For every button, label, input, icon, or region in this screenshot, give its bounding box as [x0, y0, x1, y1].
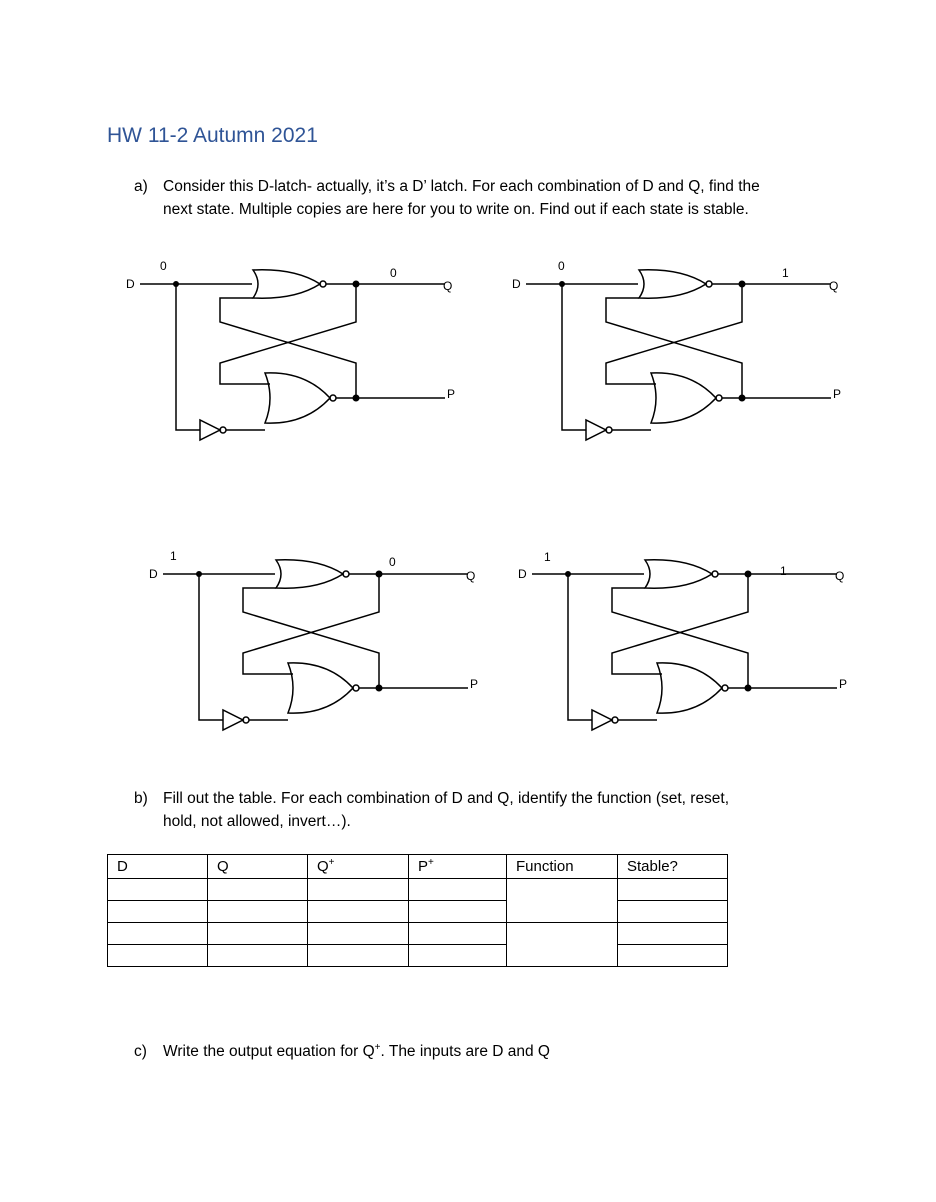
- table-row: [108, 945, 728, 967]
- table-cell[interactable]: [308, 923, 409, 945]
- question-c-text-post: . The inputs are D and Q: [380, 1043, 550, 1060]
- latch-circuit-4: [492, 528, 848, 728]
- table-cell-function[interactable]: [507, 879, 618, 923]
- question-a-line1: Consider this D-latch- actually, it’s a D’ latch. For each combination of D and Q, find the: [163, 178, 760, 195]
- p-label: P: [447, 387, 456, 401]
- header-q-next: Q+: [308, 855, 409, 879]
- table-cell[interactable]: [308, 901, 409, 923]
- q-value: 0: [389, 555, 396, 569]
- junction-dot: [353, 395, 360, 402]
- latch-circuit-3: [123, 528, 479, 728]
- question-a-line2: next state. Multiple copies are here for you to write on. Find out if each state is stable.: [163, 201, 749, 218]
- q-value: 1: [780, 564, 787, 578]
- latch-circuit-2: [486, 238, 842, 438]
- table-cell[interactable]: [308, 879, 409, 901]
- latch-circuit-1: [100, 238, 456, 438]
- d-label: D: [518, 567, 527, 581]
- junction-dot: [353, 281, 360, 288]
- table-cell[interactable]: [409, 923, 507, 945]
- table-cell[interactable]: [618, 901, 728, 923]
- question-a-label: a): [134, 178, 148, 195]
- q-value: 1: [782, 266, 789, 280]
- question-c-label: c): [134, 1043, 147, 1060]
- table-row: [108, 901, 728, 923]
- table-cell[interactable]: [618, 945, 728, 967]
- q-label: Q: [466, 569, 476, 583]
- page-title: HW 11-2 Autumn 2021: [107, 124, 318, 147]
- table-cell[interactable]: [409, 879, 507, 901]
- d-value: 0: [160, 259, 167, 273]
- header-function: Function: [507, 855, 618, 879]
- table-row: [108, 923, 728, 945]
- q-label: Q: [443, 279, 453, 293]
- p-label: P: [833, 387, 842, 401]
- question-c: [134, 1040, 834, 1063]
- q-label: Q: [829, 279, 839, 293]
- header-stable: Stable?: [618, 855, 728, 879]
- d-value: 1: [170, 549, 177, 563]
- table-cell-function[interactable]: [507, 923, 618, 967]
- junction-dot: [173, 281, 179, 287]
- table-cell[interactable]: [618, 923, 728, 945]
- table-cell[interactable]: [108, 945, 208, 967]
- d-label: D: [149, 567, 158, 581]
- table-header-row: [108, 855, 728, 879]
- table-row: [108, 879, 728, 901]
- question-b-line2: hold, not allowed, invert…).: [163, 813, 351, 830]
- nor-gate-bottom: [265, 373, 330, 423]
- table-cell[interactable]: [208, 945, 308, 967]
- table-cell[interactable]: [108, 901, 208, 923]
- d-label: D: [512, 277, 521, 291]
- answer-table: [107, 854, 728, 967]
- p-label: P: [839, 677, 848, 691]
- question-c-sup: +: [374, 1041, 381, 1053]
- question-b-line1: Fill out the table. For each combination of D and Q, identify the function (set, reset,: [163, 790, 730, 807]
- header-d: D: [108, 855, 208, 879]
- table-cell[interactable]: [108, 923, 208, 945]
- table-cell[interactable]: [618, 879, 728, 901]
- d-value: 0: [558, 259, 565, 273]
- question-a: [134, 175, 834, 221]
- header-q: Q: [208, 855, 308, 879]
- d-value: 1: [544, 550, 551, 564]
- table-cell[interactable]: [208, 923, 308, 945]
- table-cell[interactable]: [409, 945, 507, 967]
- table-cell[interactable]: [308, 945, 409, 967]
- q-label: Q: [835, 569, 845, 583]
- question-b: [134, 787, 834, 833]
- d-label: D: [126, 277, 135, 291]
- q-value: 0: [390, 266, 397, 280]
- question-b-label: b): [134, 790, 148, 807]
- question-c-text-pre: Write the output equation for Q: [163, 1043, 375, 1060]
- table-cell[interactable]: [108, 879, 208, 901]
- header-p-next: P+: [409, 855, 507, 879]
- nor-gate-top: [253, 270, 320, 298]
- table-cell[interactable]: [409, 901, 507, 923]
- table-cell[interactable]: [208, 901, 308, 923]
- p-label: P: [470, 677, 479, 691]
- table-cell[interactable]: [208, 879, 308, 901]
